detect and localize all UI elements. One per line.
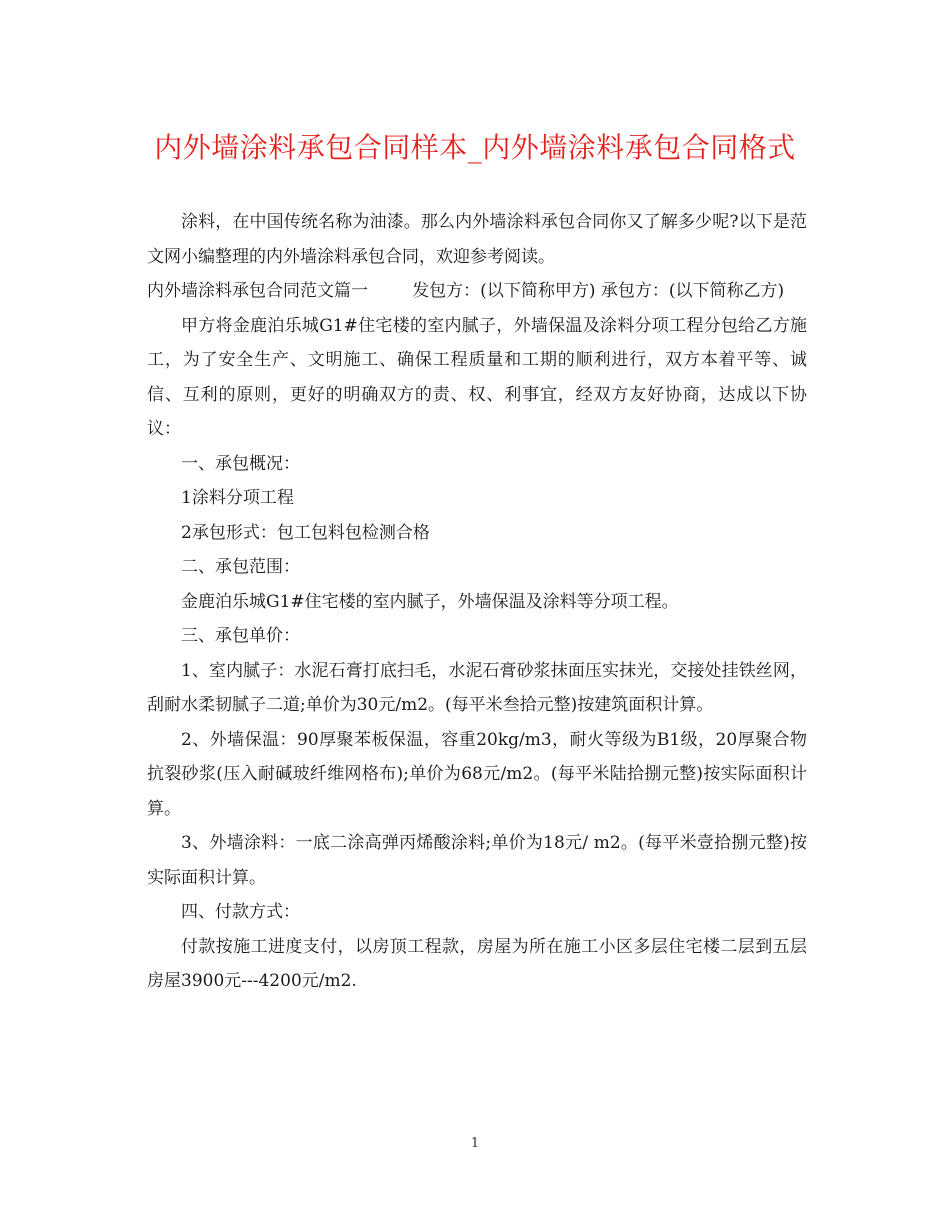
contract-heading: 内外墙涂料承包合同范文篇一 bbox=[147, 281, 368, 301]
paragraph-scope: 金鹿泊乐城G1#住宅楼的室内腻子，外墙保温及涂料等分项工程。 bbox=[181, 591, 679, 612]
parties-text: 发包方：(以下简称甲方) 承包方：(以下简称乙方) bbox=[412, 281, 785, 301]
list-item: 1、室内腻子：水泥石膏打底扫毛，水泥石膏砂浆抹面压实抹光，交接处挂铁丝网，刮耐水柔韧腻子二道;单价为30元/m2。(每平米叁拾元整)按建筑面积计算。 bbox=[147, 660, 807, 715]
document-body bbox=[147, 205, 807, 999]
list-item: 1涂料分项工程 bbox=[181, 488, 294, 508]
section-heading-payment: 四、付款方式： bbox=[181, 902, 300, 922]
page-number: 1 bbox=[470, 1136, 480, 1151]
section-heading-scope: 二、承包范围： bbox=[181, 557, 300, 577]
list-item: 3、外墙涂料：一底二涂高弹丙烯酸涂料;单价为18元/ m2。(每平米壹拾捌元整)按实际面积计算。 bbox=[147, 833, 807, 888]
paragraph-payment: 付款按施工进度支付，以房顶工程款，房屋为所在施工小区多层住宅楼二层到五层房屋3900元---4200元/m2. bbox=[147, 936, 807, 991]
section-heading-overview: 一、承包概况： bbox=[181, 453, 300, 474]
list-item: 2、外墙保温：90厚聚苯板保温，容重20kg/m3，耐火等级为B1级，20厚聚合物抗裂砂浆(压入耐碱玻纤维网格布);单价为68元/m2。(每平米陆拾捌元整)按实际面积计算。 bbox=[147, 729, 807, 819]
list-item: 2承包形式：包工包料包检测合格 bbox=[181, 522, 430, 543]
document-title: 内外墙涂料承包合同样本_内外墙涂料承包合同格式 bbox=[154, 131, 796, 164]
paragraph-intro: 涂料，在中国传统名称为油漆。那么内外墙涂料承包合同你又了解多少呢?以下是范文网小编整理的内外墙涂料承包合同，欢迎参考阅读。 bbox=[147, 212, 807, 267]
section-heading-unit-price: 三、承包单价： bbox=[181, 626, 300, 646]
paragraph-preamble: 甲方将金鹿泊乐城G1#住宅楼的室内腻子，外墙保温及涂料分项工程分包给乙方施工，为了安全生产、文明施工、确保工程质量和工期的顺利进行，双方本着平等、诚信、互利的原则，更好的明确双方的责、权、利事宜，经双方友好协商，达成以下协议： bbox=[147, 315, 807, 439]
paragraph-parties bbox=[147, 274, 807, 309]
